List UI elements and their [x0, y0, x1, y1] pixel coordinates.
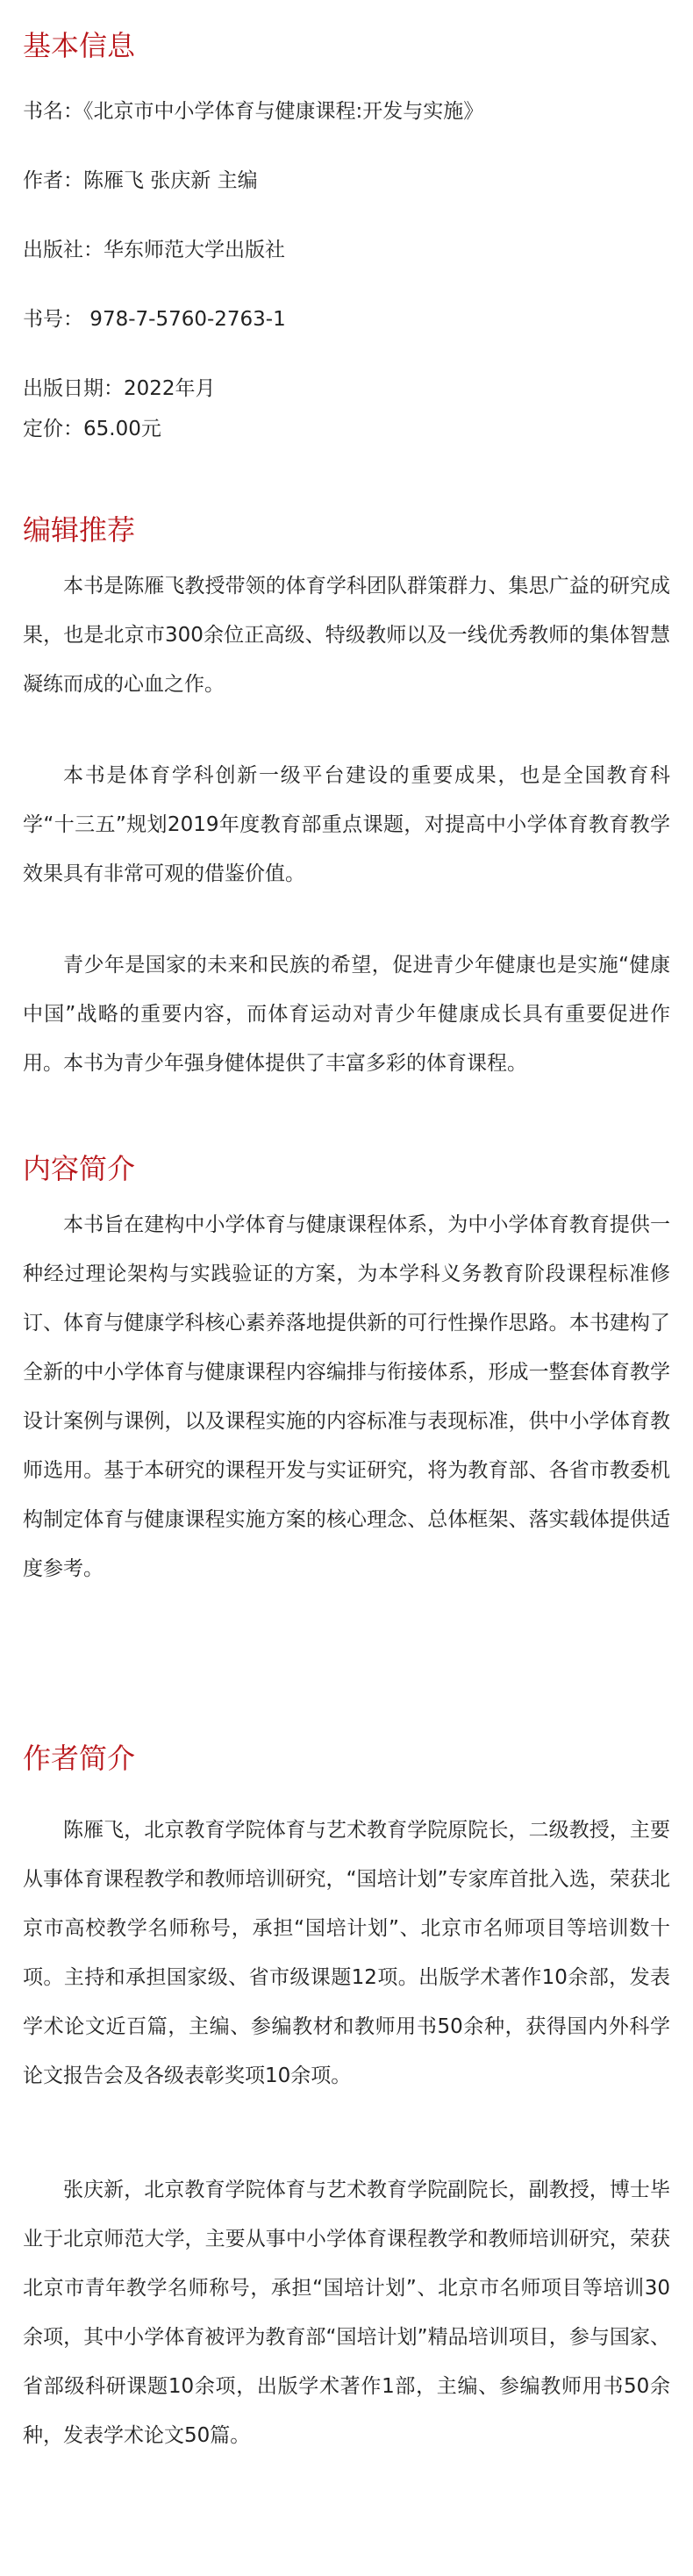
- recommendation-paragraph: 本书是体育学科创新一级平台建设的重要成果，也是全国教育科学“十三五”规划2019年度教育部重点课题，对提高中小学体育教育教学效果具有非常可观的借鉴价值。: [23, 764, 670, 885]
- author-intro-section: [23, 1741, 670, 2565]
- basic-info-section: [23, 28, 670, 440]
- editor-recommendation-heading: 编辑推荐: [23, 513, 136, 547]
- publisher-line: 出版社：华东师范大学出版社: [23, 239, 285, 261]
- recommendation-paragraph: 青少年是国家的未来和民族的希望，促进青少年健康也是实施“健康中国”战略的重要内容，而体育运动对青少年健康成长具有重要促进作用。本书为青少年强身健体提供了丰富多彩的体育课程。: [23, 954, 670, 1075]
- author-bio-paragraph: 陈雁飞，北京教育学院体育与艺术教育学院原院长，二级教授，主要从事体育课程教学和教师培训研究，“国培计划”专家库首批入选，荣获北京市高校教学名师称号，承担“国培计划”、北京市名师项目等培训数十项。主持和承担国家级、省市级课题12项。出版学术著作10余部，发表学术论文近百篇，主编、参编教材和教师用书50余种，获得国内外科学论文报告会及各级表彰奖项10余项。: [23, 1819, 670, 2087]
- author-intro-heading: 作者简介: [23, 1742, 136, 1775]
- recommendation-paragraph: 本书是陈雁飞教授带领的体育学科团队群策群力、集思广益的研究成果，也是北京市300余位正高级、特级教师以及一线优秀教师的集体智慧凝练而成的心血之作。: [23, 575, 670, 696]
- price-line: 定价：65.00元: [23, 418, 161, 440]
- summary-paragraph: 本书旨在建构中小学体育与健康课程体系，为中小学体育教育提供一种经过理论架构与实践验证的方案，为本学科义务教育阶段课程标准修订、体育与健康学科核心素养落地提供新的可行性操作思路。本书建构了全新的中小学体育与健康课程内容编排与衔接体系，形成一整套体育教学设计案例与课例，以及课程实施的内容标准与表现标准，供中小学体育教师选用。基于本研究的课程开发与实证研究，将为教育部、各省市教委机构制定体育与健康课程实施方案的核心理念、总体框架、落实载体提供适度参考。: [23, 1213, 670, 1580]
- authors-line: 作者：陈雁飞 张庆新 主编: [23, 169, 258, 192]
- pub-date-line: 出版日期：2022年月: [23, 377, 216, 400]
- content-summary-heading: 内容简介: [23, 1152, 136, 1185]
- content-summary-section: [23, 1151, 670, 1678]
- basic-info-heading: 基本信息: [23, 29, 136, 62]
- isbn-line: 书号： 978-7-5760-2763-1: [23, 308, 286, 331]
- author-bio-paragraph: 张庆新，北京教育学院体育与艺术教育学院副院长，副教授，博士毕业于北京师范大学，主要从事中小学体育课程教学和教师培训研究，荣获北京市青年教学名师称号，承担“国培计划”、北京市名师项目等培训30余项，其中小学体育被评为教育部“国培计划”精品培训项目，参与国家、省部级科研课题10余项，出版学术著作1部，主编、参编教师用书50余种，发表学术论文50篇。: [23, 2179, 670, 2447]
- editor-recommendation-section: [23, 512, 670, 1091]
- book-name-line: 书名：《北京市中小学体育与健康课程:开发与实施》: [23, 100, 484, 123]
